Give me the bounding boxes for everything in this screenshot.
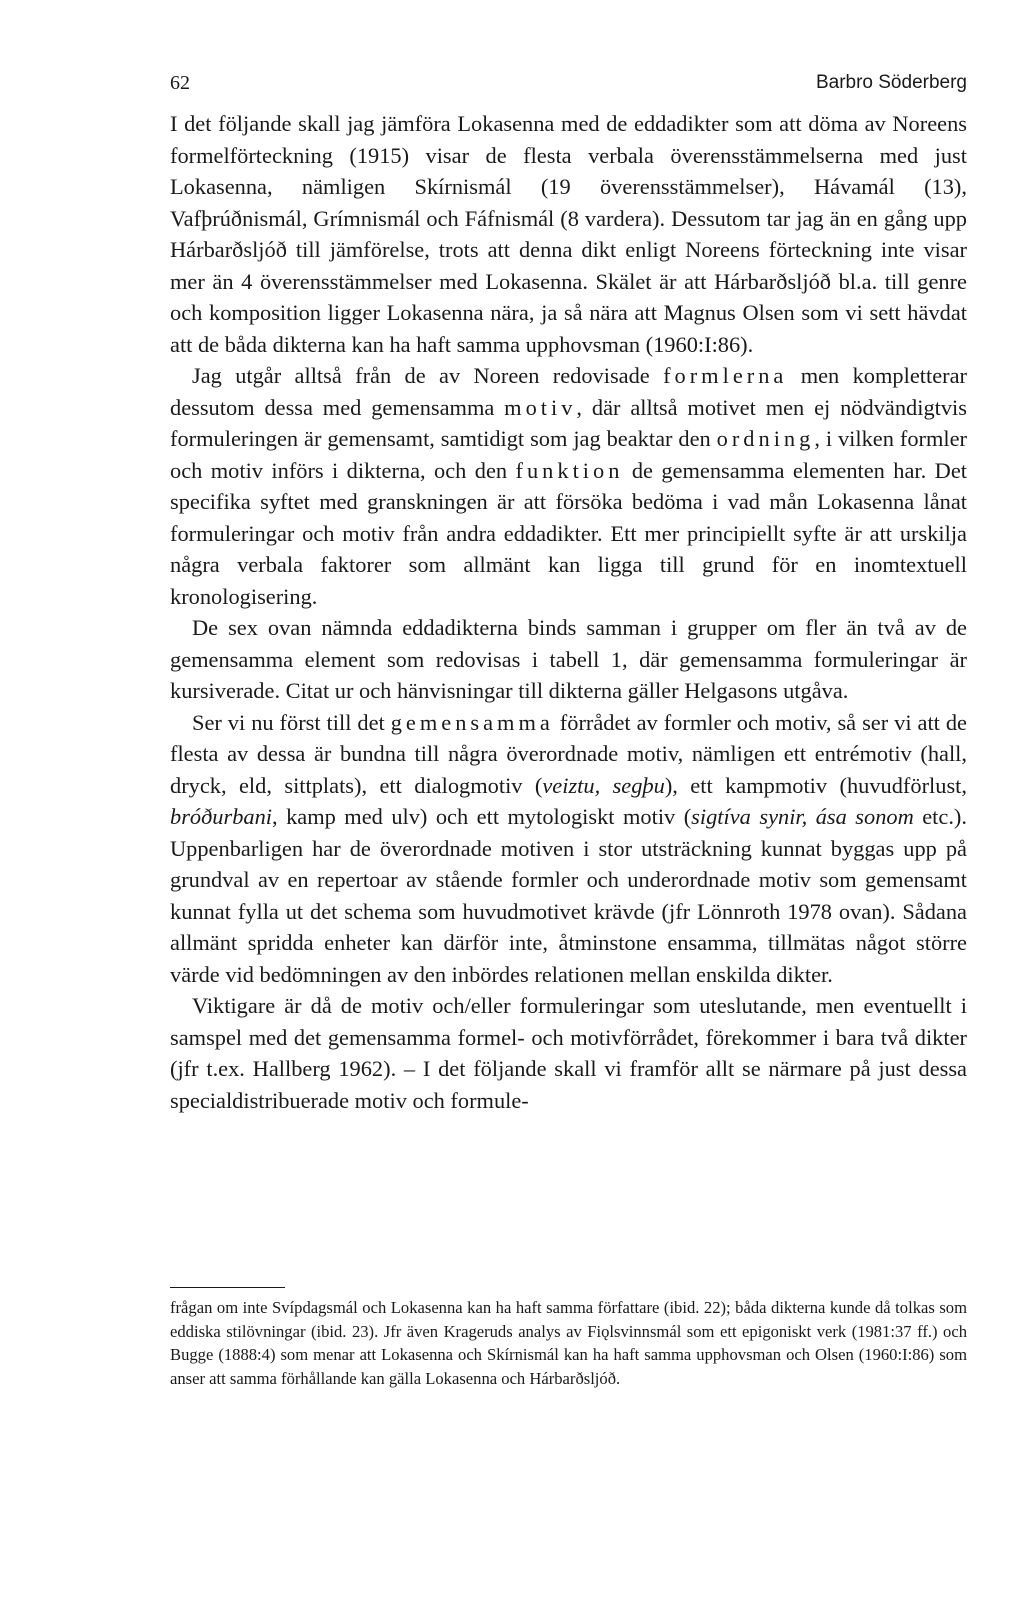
text-run: Jag utgår alltså från de av Noreen redovisade [192,363,664,388]
text-run: , där alltså motivet men ej nödvändigtvis formuleringen är gemensamt, samtidigt som jag beaktar den [170,394,967,451]
spaced-term: motiv [504,394,577,420]
text-run: Viktigare är då de motiv och/eller formuleringar som uteslutande, men eventuellt i samspel med det gemensamma formel- och motivförrådet, förekommer i bara två dikter (jfr t.ex. Hallberg 1962). – I det följande skall vi framför allt se närmare på just dessa specialdistribuerade motiv och formule- [170,993,967,1113]
paragraph [170,707,967,991]
text-run: , kamp med ulv) och ett mytologiskt motiv ( [272,804,692,829]
spaced-term: gemensamma [390,709,554,735]
italic-term: bróðurbani [170,804,273,829]
running-head-author: Barbro Söderberg [815,72,967,93]
page-number: 62 [170,72,190,94]
text-run: etc.). Uppenbarligen har de överordnade motiven i stor utsträckning kunnat byggas upp på grundval av en repertoar av stående formler och underordnade motiv som gemensamt kunnat fylla ut det schema som huvudmotivet krävde (jfr Lönnroth 1978 ovan). Sådana allmänt spridda enheter kan därför inte, åtminstone ensamma, tillmätas något större värde vid bedömningen av den inbördes relationen mellan enskilda dikter. [170,804,967,987]
italic-term: sigtíva synir, ása sonom [691,804,914,829]
running-header [170,72,967,102]
text-run: , i vilken formler och motiv införs i dikterna, och den [170,426,968,483]
paragraph [170,612,967,707]
footnote-separator [170,1287,285,1288]
spaced-term: ordning [716,426,815,451]
main-text [170,108,967,1116]
spaced-term: funktion [515,457,624,483]
text-run: de gemensamma elementen har. Det specifika syftet med granskningen är att försöka bedöma i vad mån Lokasenna lånat formuleringar och motiv från andra eddadikter. Ett mer principiellt syfte är att urskilja några verbala faktorer som allmänt kan ligga till grund för en inomtextuell kronologisering. [170,457,967,609]
text-run: I det följande skall jag jämföra Lokasenna med de eddadikter som att döma av Noreens formelförteckning (1915) visar de flesta verbala överensstämmelserna med just Lokasenna, nämligen Skírnismál (19 överensstämmelser), Hávamál (13), Vafþrúðnismál, Grímnismál och Fáfnismál (8 vardera). Dessutom tar jag än en gång upp Hárbarðsljóð till jämförelse, trots att denna dikt enligt Noreens förteckning inte visar mer än 4 överensstämmelser med Lokasenna. Skälet är att Hárbarðsljóð bl.a. till genre och komposition ligger Lokasenna nära, ja så nära att Magnus Olsen som vi sett hävdat att de båda dikterna kan ha haft samma upphovsman (1960:I:86). [170,111,967,357]
paragraph [170,990,967,1116]
text-run: men kompletterar dessutom dessa med gemensamma [170,363,967,420]
paragraph [170,360,967,612]
footnote: frågan om inte Svípdagsmál och Lokasenna kan ha haft samma författare (ibid. 22); båda dikterna kunde då tolkas som eddiska stilövningar (ibid. 23). Jfr även Krageruds analys av Fiǫlsvinnsmál som ett epigoniskt verk (1981:37 ff.) och Bugge (1888:4) som menar att Lokasenna och Skírnismál kan ha haft samma upphovsman och Olsen (1960:I:86) som anser att samma förhållande kan gälla Lokasenna och Hárbarðsljóð. [170,1298,967,1388]
text-run: Ser vi nu först till det [192,709,391,735]
text-run: De sex ovan nämnda eddadikterna binds samman i grupper om fler än två av de gemensamma element som redovisas i tabell 1, där gemensamma formuleringar är kursiverade. Citat ur och hänvisningar till dikterna gäller Helgasons utgåva. [170,615,967,703]
italic-term: veiztu, segþu [542,772,665,798]
spaced-term: formlerna [663,363,788,388]
paragraph [170,108,967,360]
text-run: förrådet av formler och motiv, så ser vi att de flesta av dessa är bundna till några överordnade motiv, nämligen ett entrémotiv (hall, dryck, eld, sittplats), ett dialogmotiv ( [170,709,967,798]
text-run: ), ett kampmotiv (huvudförlust, [664,772,967,798]
